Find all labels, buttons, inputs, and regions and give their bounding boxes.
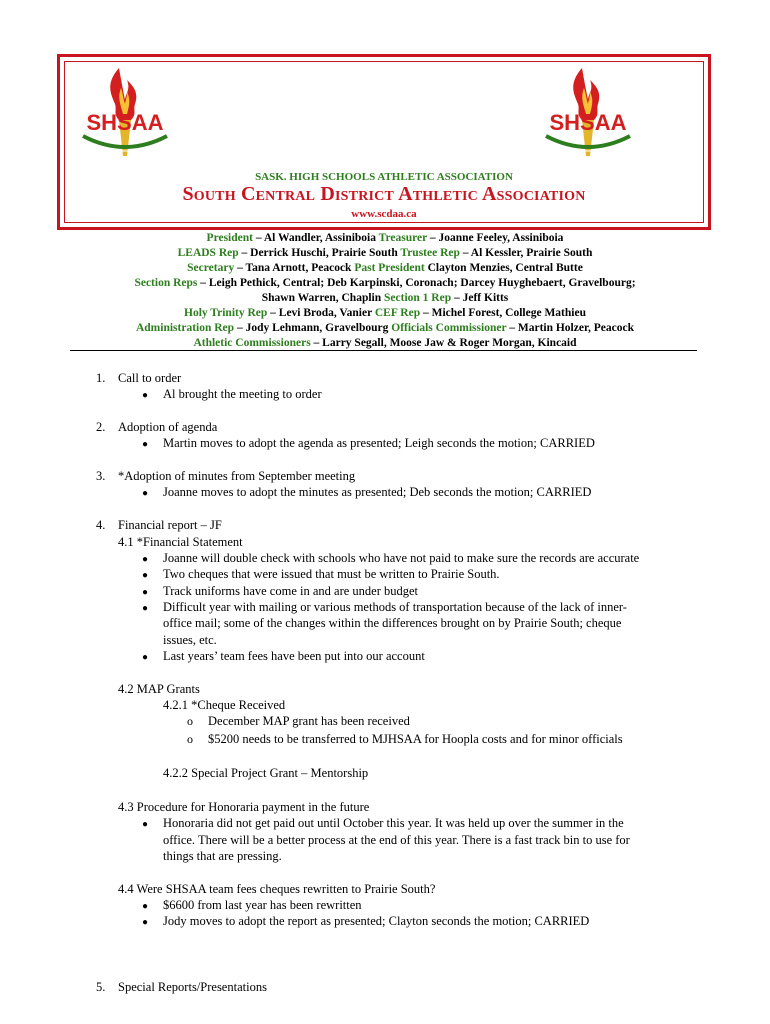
officer-name: Shawn Warren, Chaplin	[261, 292, 385, 304]
logo-text: SHSAA	[549, 110, 627, 135]
item-number: 4.	[96, 518, 106, 532]
item-number: 1.	[96, 371, 106, 385]
bullet-text: Al brought the meeting to order	[163, 387, 322, 401]
officer-role: Treasurer	[378, 232, 428, 244]
officer-role: Administration Rep	[135, 322, 235, 334]
officer-role: Officials Commissioner	[391, 322, 507, 334]
item-title: Financial report – JF	[118, 518, 222, 532]
item-number: 3.	[96, 469, 106, 483]
officer-name: Clayton Menzies, Central Butte	[424, 262, 583, 274]
bullet-icon: ●	[142, 819, 149, 830]
sub-bullet-text: December MAP grant has been received	[208, 714, 410, 728]
circle-bullet-icon: o	[187, 714, 193, 728]
officer-role: President	[206, 232, 253, 244]
item-title: Adoption of agenda	[118, 420, 218, 434]
officer-name: – Martin Holzer, Peacock	[506, 322, 634, 334]
bullet-icon: ●	[142, 603, 149, 614]
officer-name: – Jody Lehmann, Gravelbourg	[234, 322, 392, 334]
bullet-icon: ●	[142, 390, 149, 401]
bullet-text: Joanne will double check with schools who have not paid to make sure the records are accurate	[163, 551, 640, 565]
bullet-icon: ●	[142, 587, 149, 598]
officer-role: Section 1 Rep	[384, 292, 452, 304]
officer-name: – Derrick Huschi, Prairie South	[238, 247, 401, 259]
officer-role: Secretary	[187, 262, 235, 274]
bullet-icon: ●	[142, 901, 149, 912]
item-title: Special Reports/Presentations	[118, 980, 267, 994]
bullet-text: Last years’ team fees have been put into our account	[163, 649, 425, 663]
officer-role: Past President	[354, 262, 425, 274]
bullet-icon: ●	[142, 570, 149, 581]
bullet-text: Track uniforms have come in and are under budget	[163, 584, 419, 598]
bullet-text-continued: office. There will be a better process at the end of this year. There is a fast track bin to use for	[163, 833, 630, 847]
officer-role: Section Reps	[134, 277, 198, 289]
bullet-text: Honoraria did not get paid out until October this year. It was held up over the summer in the	[163, 816, 624, 830]
officer-role: Athletic Commissioners	[193, 337, 311, 349]
bullet-text: $6600 from last year has been rewritten	[163, 898, 362, 912]
subsection-title: 4.3 Procedure for Honoraria payment in the future	[118, 800, 370, 814]
logo-text: SHSAA	[86, 110, 164, 135]
circle-bullet-icon: o	[187, 732, 193, 746]
bullet-text: Joanne moves to adopt the minutes as presented; Deb seconds the motion; CARRIED	[163, 485, 592, 499]
bullet-text: Martin moves to adopt the agenda as presented; Leigh seconds the motion; CARRIED	[163, 436, 595, 450]
subsection-title: 4.2 MAP Grants	[118, 682, 200, 696]
officer-name: – Jeff Kitts	[451, 292, 509, 304]
association-line: SASK. HIGH SCHOOLS ATHLETIC ASSOCIATION	[255, 171, 513, 183]
bullet-text: Jody moves to adopt the report as presented; Clayton seconds the motion; CARRIED	[163, 914, 590, 928]
bullet-text-continued: issues, etc.	[163, 633, 217, 647]
officer-name: – Michel Forest, College Mathieu	[420, 307, 586, 319]
bullet-icon: ●	[142, 917, 149, 928]
officer-role: Trustee Rep	[400, 247, 460, 259]
subsection-title: 4.1 *Financial Statement	[118, 535, 243, 549]
officer-name: – Leigh Pethick, Central; Deb Karpinski, Coronach; Darcey Huyghebaert, Gravelbourg;	[197, 277, 636, 289]
subsection-title: 4.2.2 Special Project Grant – Mentorship	[163, 766, 369, 780]
officer-name: – Levi Broda, Vanier	[267, 307, 375, 319]
officer-role: Holy Trinity Rep	[184, 307, 268, 319]
officer-name: – Joanne Feeley, Assiniboia	[427, 232, 564, 244]
officer-role: LEADS Rep	[177, 247, 239, 259]
item-title: Call to order	[118, 371, 182, 385]
subsection-title: 4.2.1 *Cheque Received	[163, 698, 286, 712]
subsection-title: 4.4 Were SHSAA team fees cheques rewritten to Prairie South?	[118, 882, 436, 896]
bullet-icon: ●	[142, 439, 149, 450]
website-link[interactable]: www.scdaa.ca	[351, 208, 417, 220]
bullet-icon: ●	[142, 554, 149, 565]
officer-name: – Larry Segall, Moose Jaw & Roger Morgan, Kincaid	[310, 337, 577, 349]
bullet-text-continued: things that are pressing.	[163, 849, 282, 863]
officer-name: – Al Wandler, Assiniboia	[252, 232, 379, 244]
officer-name: – Tana Arnott, Peacock	[234, 262, 355, 274]
officer-name: – Al Kessler, Prairie South	[459, 247, 593, 259]
bullet-text: Difficult year with mailing or various methods of transportation because of the lack of inner-	[163, 600, 627, 614]
item-title: *Adoption of minutes from September meeting	[118, 469, 356, 483]
sub-bullet-text: $5200 needs to be transferred to MJHSAA for Hoopla costs and for minor officials	[208, 732, 623, 746]
item-number: 5.	[96, 980, 106, 994]
bullet-text: Two cheques that were issued that must be written to Prairie South.	[163, 567, 500, 581]
bullet-icon: ●	[142, 652, 149, 663]
item-number: 2.	[96, 420, 106, 434]
officer-role: CEF Rep	[374, 307, 421, 319]
district-title: South Central District Athletic Association	[182, 183, 586, 205]
bullet-text-continued: office mail; some of the changes within the differences brought on by Prairie South; cheque	[163, 616, 622, 630]
bullet-icon: ●	[142, 488, 149, 499]
